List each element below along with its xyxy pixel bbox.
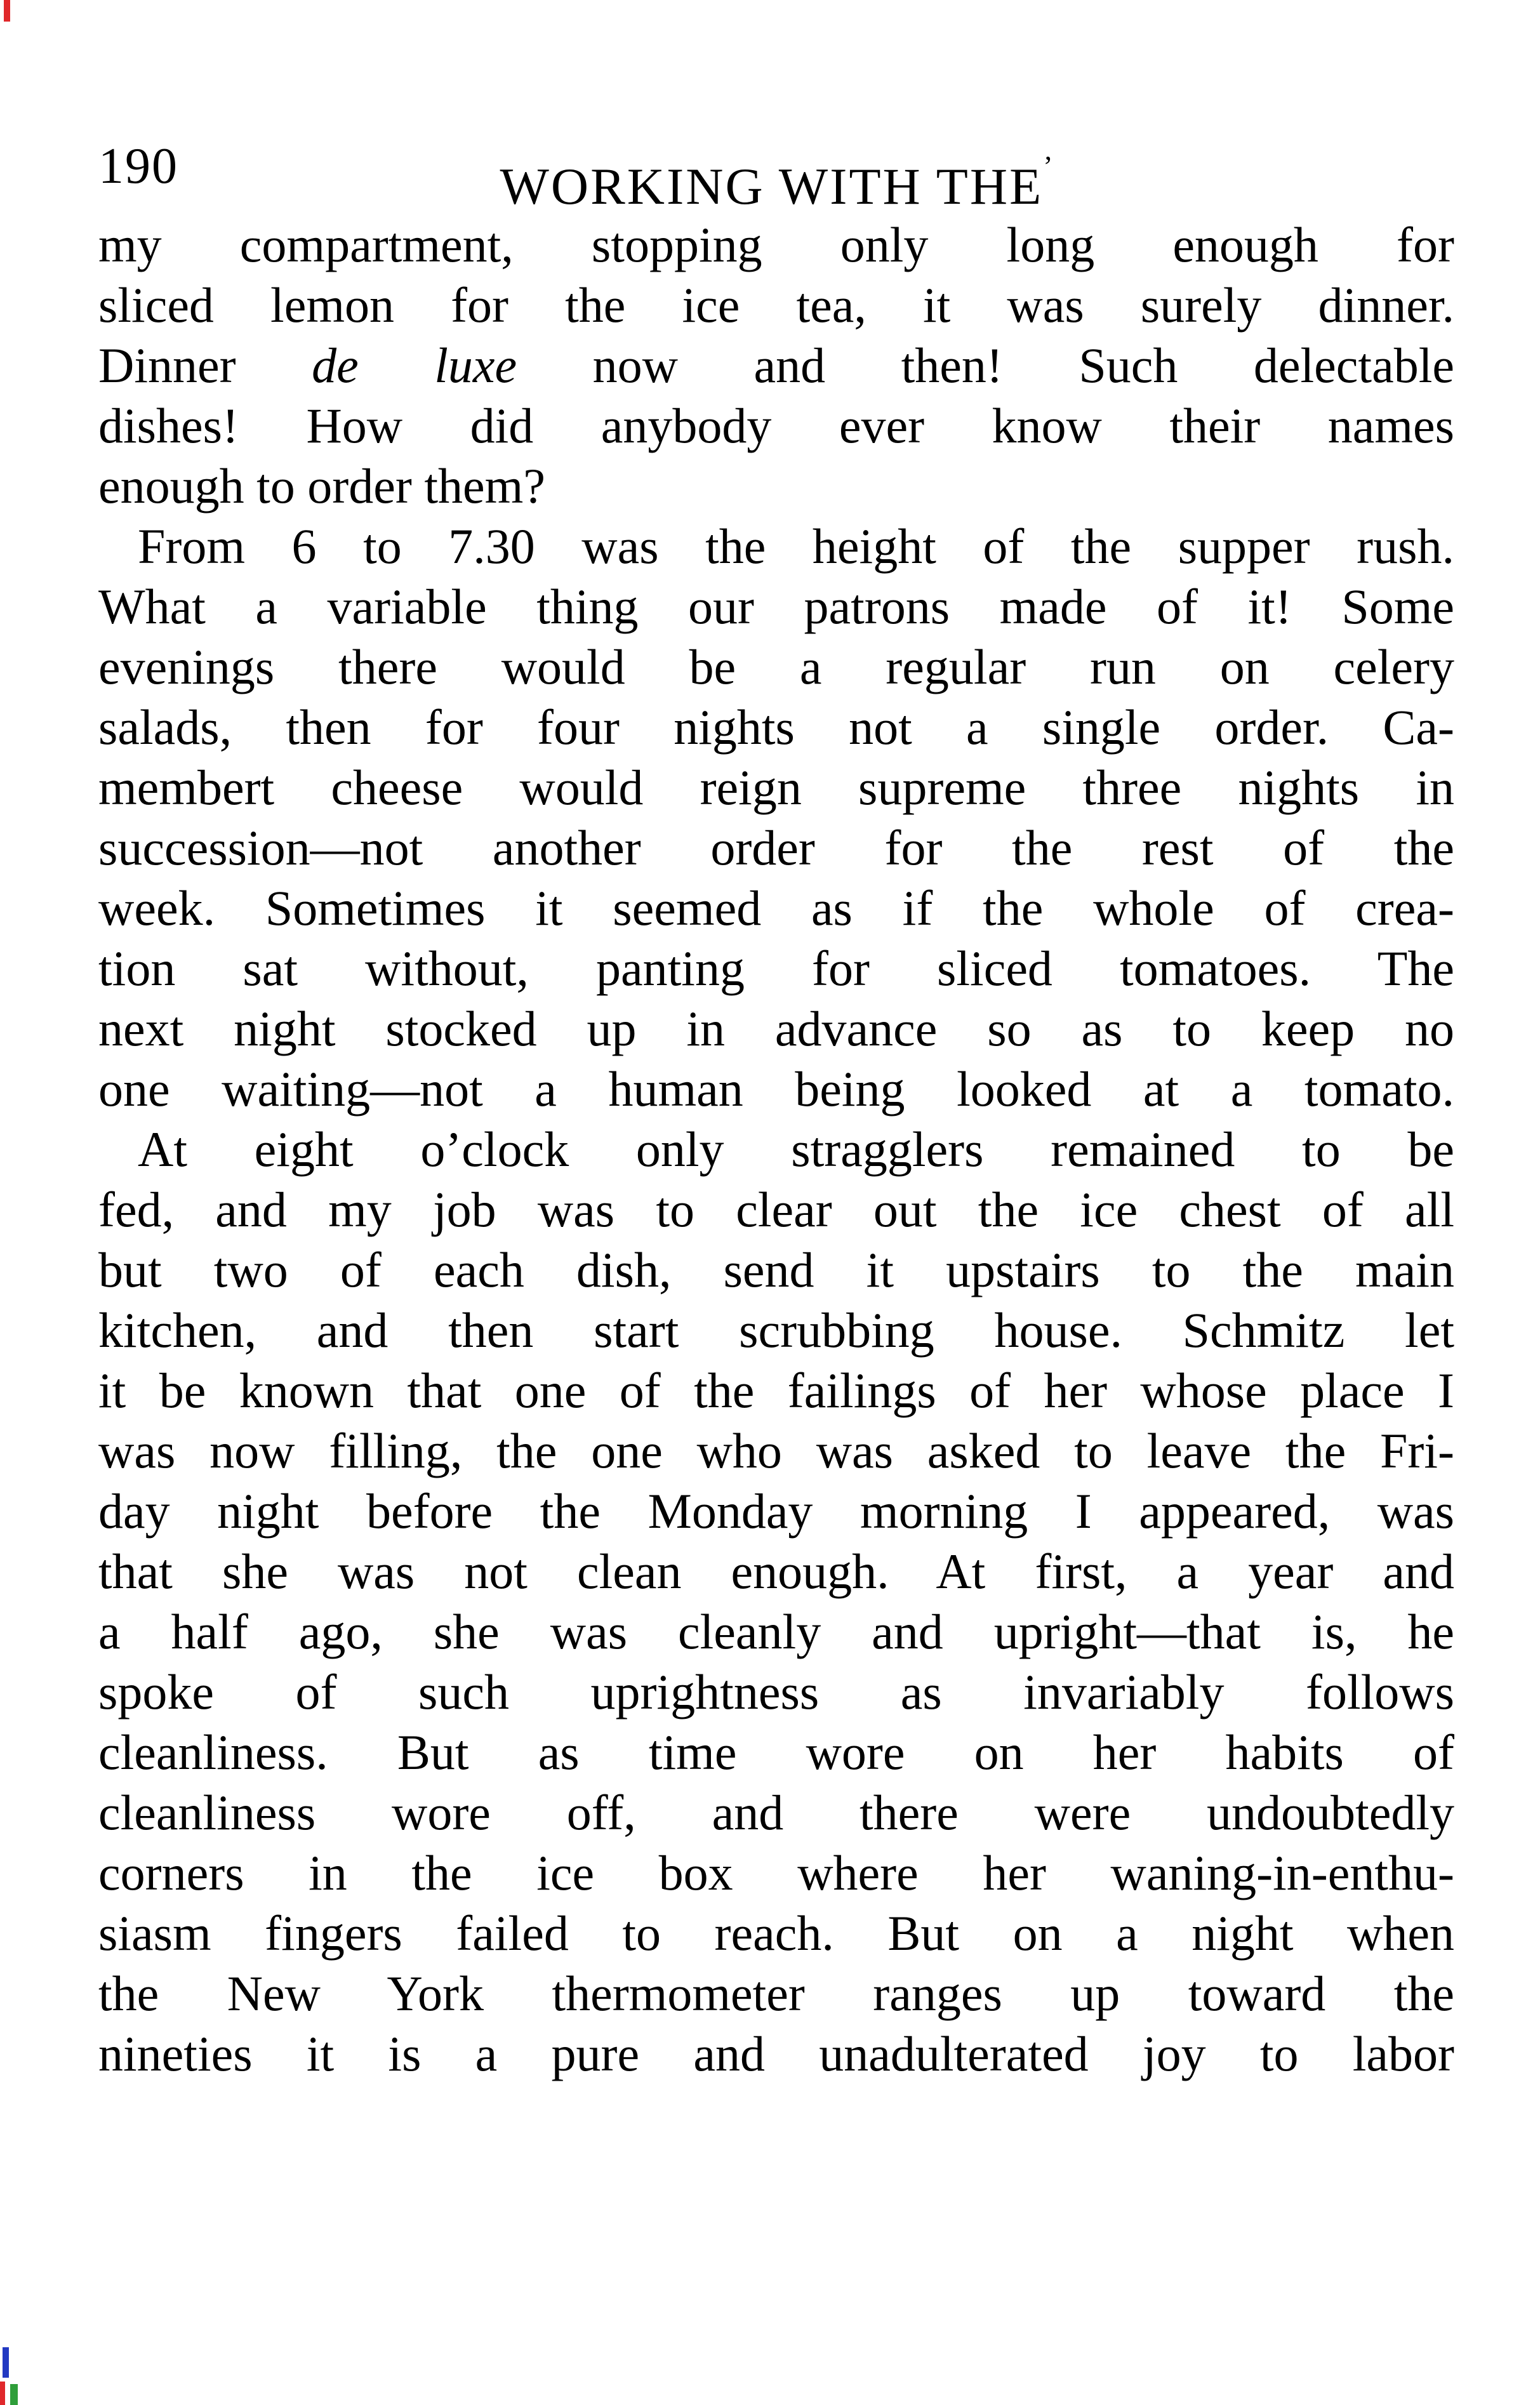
text-segment: one waiting—not a human being looked at a tomato. bbox=[98, 1061, 1454, 1116]
text-segment: week. Sometimes it seemed as if the whole of crea- bbox=[98, 880, 1454, 936]
text-segment: now and then! Such delectable bbox=[517, 338, 1455, 393]
header-title-text: WORKING WITH THE bbox=[500, 157, 1044, 215]
text-segment: that she was not clean enough. At first, a year and bbox=[98, 1544, 1454, 1599]
text-line bbox=[98, 1421, 1454, 1481]
text-line bbox=[98, 757, 1454, 818]
text-segment: salads, then for four nights not a single order. Ca- bbox=[98, 699, 1454, 755]
text-line bbox=[98, 1059, 1454, 1119]
text-segment: membert cheese would reign supreme three nights in bbox=[98, 760, 1454, 815]
text-segment: Dinner bbox=[98, 338, 312, 393]
text-line bbox=[98, 1903, 1454, 1963]
text-segment: the New York thermometer ranges up toward the bbox=[98, 1966, 1454, 2021]
text-line bbox=[98, 998, 1454, 1059]
text-line bbox=[98, 1843, 1454, 1903]
text-segment: a half ago, she was cleanly and upright—that is, he bbox=[98, 1604, 1454, 1659]
text-line bbox=[98, 215, 1454, 275]
text-line bbox=[98, 335, 1454, 395]
edge-mark-top-red bbox=[4, 0, 10, 22]
text-segment: tion sat without, panting for sliced tomatoes. The bbox=[98, 941, 1454, 996]
text-segment: day night before the Monday morning I appeared, was bbox=[98, 1483, 1454, 1539]
text-segment: kitchen, and then start scrubbing house. Schmitz let bbox=[98, 1302, 1454, 1358]
text-line bbox=[98, 1601, 1454, 1662]
header-title bbox=[98, 135, 1454, 218]
italic-phrase: de luxe bbox=[312, 338, 517, 393]
text-segment: was now filling, the one who was asked to leave the Fri- bbox=[98, 1423, 1454, 1478]
page-number: 190 bbox=[98, 138, 178, 194]
text-line bbox=[98, 456, 1454, 516]
text-segment: From 6 to 7.30 was the height of the supper rush. bbox=[138, 519, 1454, 574]
text-segment: siasm fingers failed to reach. But on a night when bbox=[98, 1905, 1454, 1961]
text-line bbox=[98, 1119, 1454, 1179]
text-line bbox=[98, 576, 1454, 637]
text-line bbox=[98, 818, 1454, 878]
text-segment: evenings there would be a regular run on celery bbox=[98, 639, 1454, 694]
text-line bbox=[98, 1722, 1454, 1782]
text-segment: it be known that one of the failings of her whose place I bbox=[98, 1363, 1454, 1418]
edge-mark-bottom-blue bbox=[3, 2347, 9, 2378]
text-line bbox=[98, 395, 1454, 456]
text-segment: enough to order them? bbox=[98, 458, 545, 513]
text-segment: my compartment, stopping only long enough for bbox=[98, 217, 1454, 272]
text-line bbox=[98, 2024, 1454, 2084]
text-segment: next night stocked up in advance so as to keep no bbox=[98, 1001, 1454, 1056]
text-segment: sliced lemon for the ice tea, it was surely dinner. bbox=[98, 277, 1454, 333]
text-line bbox=[98, 1481, 1454, 1541]
text-segment: spoke of such uprightness as invariably follows bbox=[98, 1664, 1454, 1719]
header-scan-mark: ’ bbox=[1043, 150, 1053, 182]
text-line bbox=[98, 1963, 1454, 2024]
text-line bbox=[98, 1662, 1454, 1722]
text-line bbox=[98, 637, 1454, 697]
text-segment: dishes! How did anybody ever know their names bbox=[98, 398, 1454, 453]
text-line bbox=[98, 697, 1454, 757]
text-segment: but two of each dish, send it upstairs to the main bbox=[98, 1242, 1454, 1297]
text-line bbox=[98, 1541, 1454, 1601]
text-line bbox=[98, 938, 1454, 998]
edge-mark-bottom-green bbox=[10, 2384, 18, 2405]
body-text bbox=[98, 215, 1454, 2084]
text-segment: fed, and my job was to clear out the ice chest of all bbox=[98, 1182, 1454, 1237]
text-line bbox=[98, 1360, 1454, 1421]
text-line bbox=[98, 516, 1454, 576]
text-line bbox=[98, 275, 1454, 335]
text-segment: cleanliness wore off, and there were undoubtedly bbox=[98, 1785, 1454, 1840]
text-line bbox=[98, 1179, 1454, 1240]
text-segment: corners in the ice box where her waning-in-enthu- bbox=[98, 1845, 1454, 1900]
text-segment: nineties it is a pure and unadulterated joy to labor bbox=[98, 2026, 1454, 2081]
edge-mark-bottom-red bbox=[0, 2382, 5, 2405]
text-segment: succession—not another order for the rest of the bbox=[98, 820, 1454, 875]
text-line bbox=[98, 1240, 1454, 1300]
text-segment: At eight o’clock only stragglers remained to be bbox=[138, 1122, 1454, 1177]
text-line bbox=[98, 1782, 1454, 1843]
running-header bbox=[98, 135, 1454, 215]
text-line bbox=[98, 1300, 1454, 1360]
text-segment: What a variable thing our patrons made of it! Some bbox=[98, 579, 1454, 634]
text-segment: cleanliness. But as time wore on her habits of bbox=[98, 1725, 1454, 1780]
text-line bbox=[98, 878, 1454, 938]
